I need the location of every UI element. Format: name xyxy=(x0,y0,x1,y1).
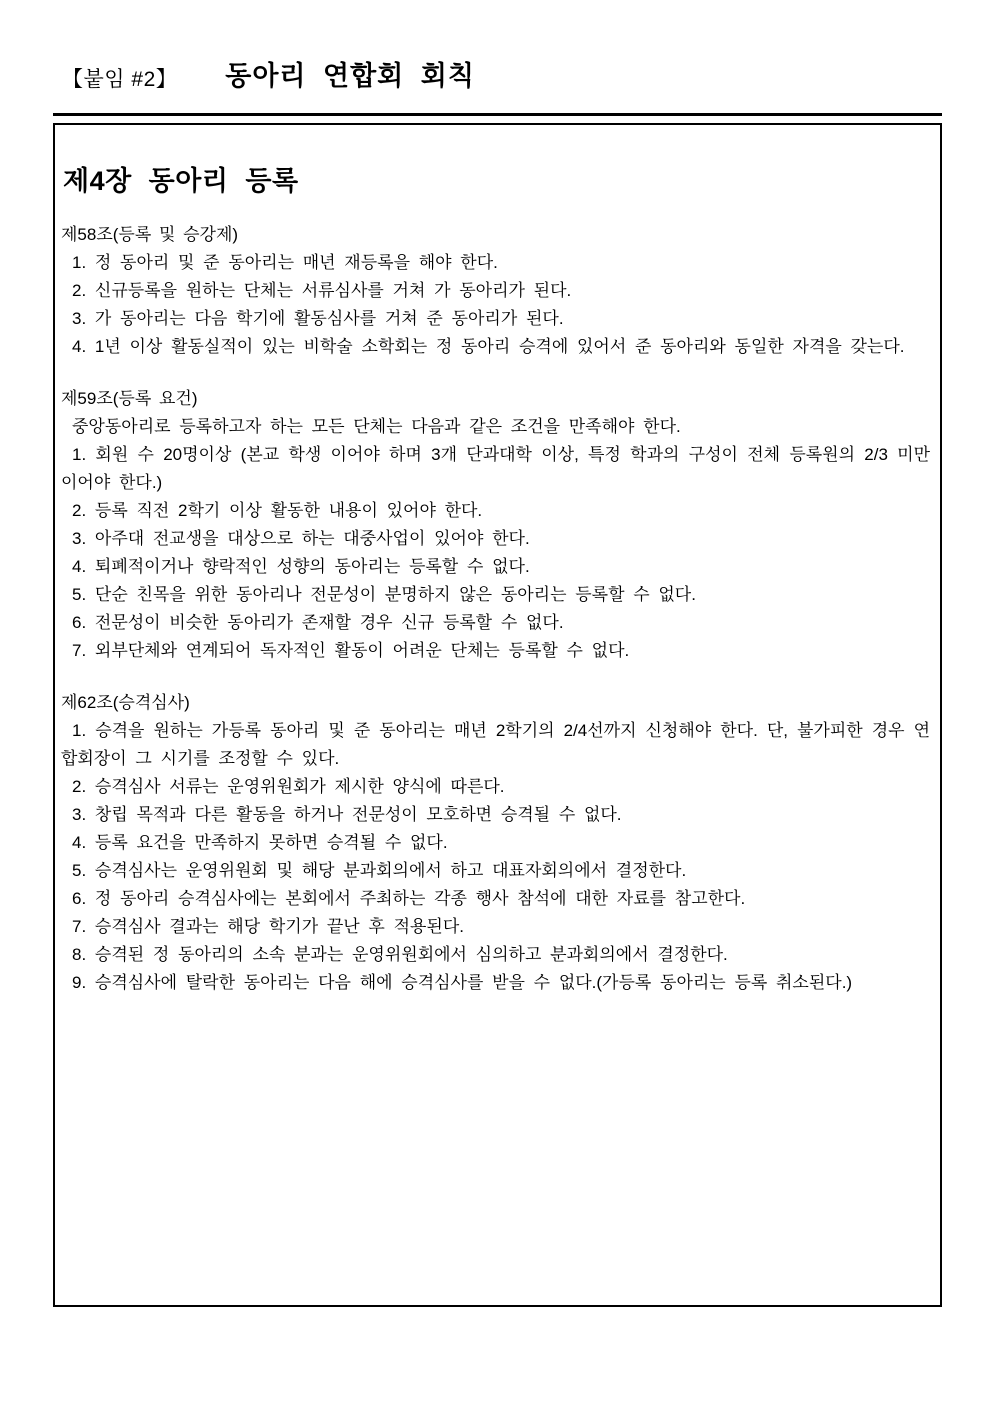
section-intro: 중앙동아리로 등록하고자 하는 모든 단체는 다음과 같은 조건을 만족해야 한다. xyxy=(72,417,681,436)
header-rule xyxy=(53,113,942,116)
section xyxy=(61,221,930,361)
clause-item: 5. 단순 친목을 위한 동아리나 전문성이 분명하지 않은 동아리는 등록할 수 없다. xyxy=(72,585,696,604)
clause-item: 6. 전문성이 비슷한 동아리가 존재할 경우 신규 등록할 수 없다. xyxy=(72,613,564,632)
clause-item: 1. 승격을 원하는 가등록 동아리 및 준 동아리는 매년 2학기의 2/4선까지 신청해야 한다. 단, 불가피한 경우 연합회장이 그 시기를 조정할 수 있다. xyxy=(61,721,930,768)
section-heading: 제62조(승격심사) xyxy=(61,693,190,712)
clause-item: 1. 정 동아리 및 준 동아리는 매년 재등록을 해야 한다. xyxy=(72,253,498,272)
chapter-title: 제4장 동아리 등록 xyxy=(63,166,299,196)
section xyxy=(61,689,930,997)
clause-item: 7. 외부단체와 연계되어 독자적인 활동이 어려운 단체는 등록할 수 없다. xyxy=(72,641,630,660)
clause-item: 6. 정 동아리 승격심사에는 본회에서 주최하는 각종 행사 참석에 대한 자료를 참고한다. xyxy=(72,889,746,908)
clause-item: 7. 승격심사 결과는 해당 학기가 끝난 후 적용된다. xyxy=(72,917,464,936)
document-body-box xyxy=(53,123,942,1307)
section xyxy=(61,385,930,665)
clause-item: 9. 승격심사에 탈락한 동아리는 다음 해에 승격심사를 받을 수 없다.(가등록 동아리는 등록 취소된다.) xyxy=(72,973,853,992)
clause-item: 8. 승격된 정 동아리의 소속 분과는 운영위원회에서 심의하고 분과회의에서 결정한다. xyxy=(72,945,728,964)
clause-item: 4. 1년 이상 활동실적이 있는 비학술 소학회는 정 동아리 승격에 있어서 준 동아리와 동일한 자격을 갖는다. xyxy=(72,337,905,356)
section-heading: 제58조(등록 및 승강제) xyxy=(61,225,239,244)
document-header xyxy=(62,62,475,92)
sections-container xyxy=(61,221,930,997)
clause-item: 3. 가 동아리는 다음 학기에 활동심사를 거쳐 준 동아리가 된다. xyxy=(72,309,564,328)
section-heading: 제59조(등록 요건) xyxy=(61,389,198,408)
clause-item: 3. 창립 목적과 다른 활동을 하거나 전문성이 모호하면 승격될 수 없다. xyxy=(72,805,622,824)
document-title: 동아리 연합회 회칙 xyxy=(225,61,475,91)
clause-item: 4. 퇴폐적이거나 향락적인 성향의 동아리는 등록할 수 없다. xyxy=(72,557,530,576)
clause-item: 2. 신규등록을 원하는 단체는 서류심사를 거쳐 가 동아리가 된다. xyxy=(72,281,572,300)
clause-item: 2. 등록 직전 2학기 이상 활동한 내용이 있어야 한다. xyxy=(72,501,483,520)
clause-item: 5. 승격심사는 운영위원회 및 해당 분과회의에서 하고 대표자회의에서 결정한다. xyxy=(72,861,687,880)
clause-item: 2. 승격심사 서류는 운영위원회가 제시한 양식에 따른다. xyxy=(72,777,505,796)
clause-item: 1. 회원 수 20명이상 (본교 학생 이어야 하며 3개 단과대학 이상, 특정 학과의 구성이 전체 등록원의 2/3 미만 이어야 한다.) xyxy=(61,445,930,492)
clause-item: 4. 등록 요건을 만족하지 못하면 승격될 수 없다. xyxy=(72,833,448,852)
attachment-label: 【붙임 #2】 xyxy=(62,67,178,91)
clause-item: 3. 아주대 전교생을 대상으로 하는 대중사업이 있어야 한다. xyxy=(72,529,530,548)
